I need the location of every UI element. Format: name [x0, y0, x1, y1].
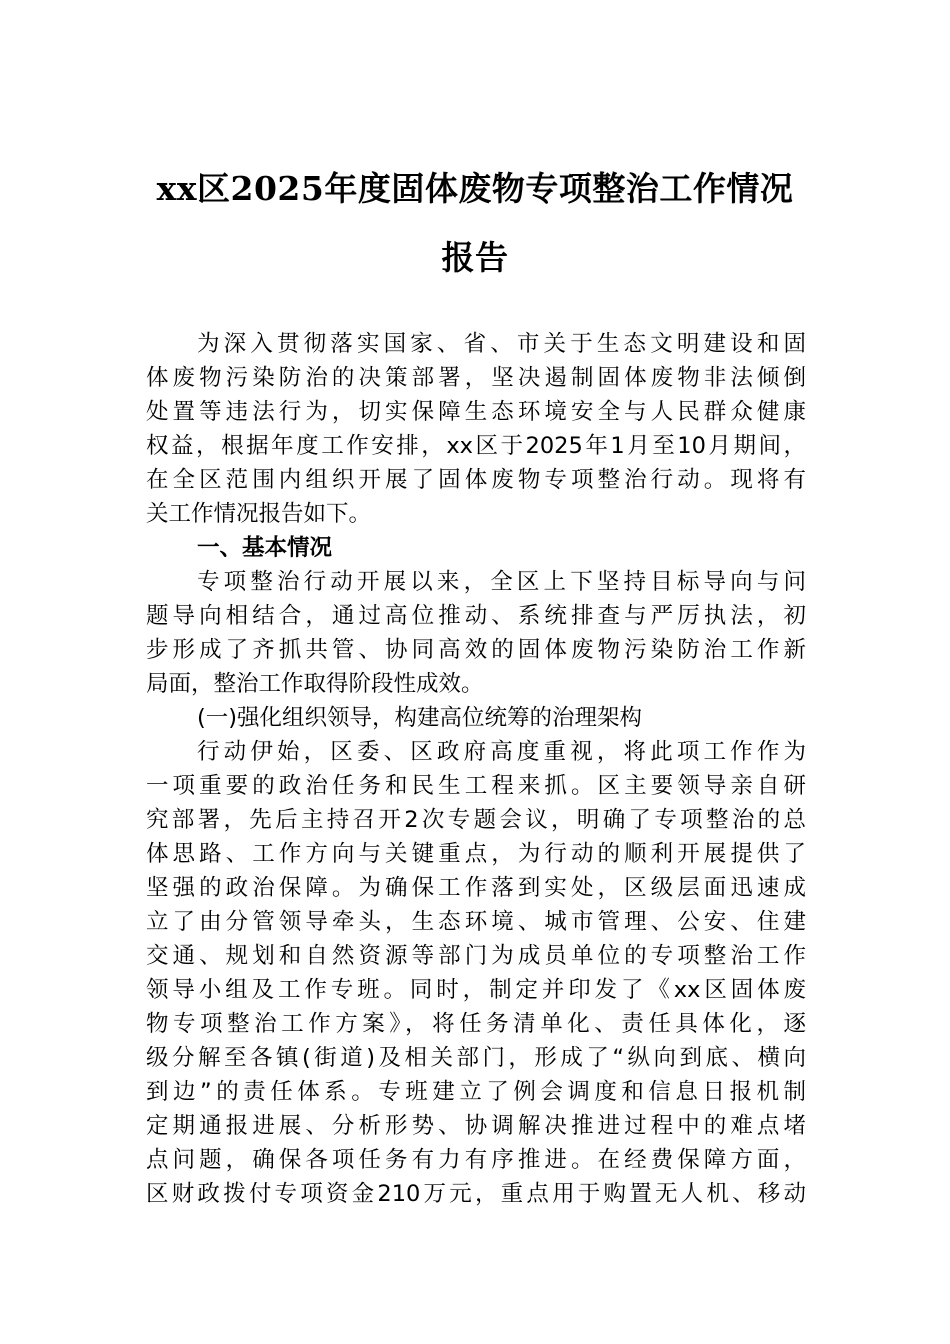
body-line: 领导小组及工作专班。同时，制定并印发了《xx区固体废 — [146, 977, 806, 1003]
body-line: 坚强的政治保障。为确保工作落到实处，区级层面迅速成 — [146, 875, 806, 901]
body-line: 交通、规划和自然资源等部门为成员单位的专项整治工作 — [146, 943, 806, 969]
body-line: 步形成了齐抓共管、协同高效的固体废物污染防治工作新 — [146, 637, 806, 663]
body-line: 题导向相结合，通过高位推动、系统排查与严厉执法，初 — [146, 603, 806, 629]
body-line: 在全区范围内组织开展了固体废物专项整治行动。现将有 — [146, 467, 806, 493]
body-line: 一项重要的政治任务和民生工程来抓。区主要领导亲自研 — [146, 773, 806, 799]
body-line: 处置等违法行为，切实保障生态环境安全与人民群众健康 — [146, 399, 806, 425]
document-title-line-1: xx区2025年度固体废物专项整治工作情况 — [156, 169, 794, 208]
body-line: 权益，根据年度工作安排，xx区于2025年1月至10月期间， — [146, 433, 806, 459]
body-line: 关工作情况报告如下。 — [146, 501, 372, 527]
subsection-heading: (一)强化组织领导，构建高位统筹的治理架构 — [197, 705, 643, 731]
body-line: 立了由分管领导牵头，生态环境、城市管理、公安、住建 — [146, 909, 806, 935]
body-line: 局面，整治工作取得阶段性成效。 — [146, 671, 484, 697]
body-line: 区财政拨付专项资金210万元，重点用于购置无人机、移动 — [146, 1181, 806, 1207]
body-line: 专项整治行动开展以来，全区上下坚持目标导向与问 — [197, 569, 806, 595]
section-heading: 一、基本情况 — [197, 535, 333, 561]
body-line: 体思路、工作方向与关键重点，为行动的顺利开展提供了 — [146, 841, 806, 867]
body-line: 体废物污染防治的决策部署，坚决遏制固体废物非法倾倒 — [146, 365, 806, 391]
body-line: 物专项整治工作方案》，将任务清单化、责任具体化，逐 — [146, 1011, 806, 1037]
body-line: 点问题，确保各项任务有力有序推进。在经费保障方面， — [146, 1147, 806, 1173]
body-line: 到边”的责任体系。专班建立了例会调度和信息日报机制 — [146, 1079, 806, 1105]
body-line: 究部署，先后主持召开2次专题会议，明确了专项整治的总 — [146, 807, 806, 833]
body-line: 行动伊始，区委、区政府高度重视，将此项工作作为 — [197, 739, 806, 765]
document-title-line-2: 报告 — [441, 238, 509, 277]
body-line: 级分解至各镇(街道)及相关部门，形成了“纵向到底、横向 — [146, 1045, 806, 1071]
body-line: 为深入贯彻落实国家、省、市关于生态文明建设和固 — [197, 331, 806, 357]
body-line: 定期通报进展、分析形势、协调解决推进过程中的难点堵 — [146, 1113, 806, 1139]
